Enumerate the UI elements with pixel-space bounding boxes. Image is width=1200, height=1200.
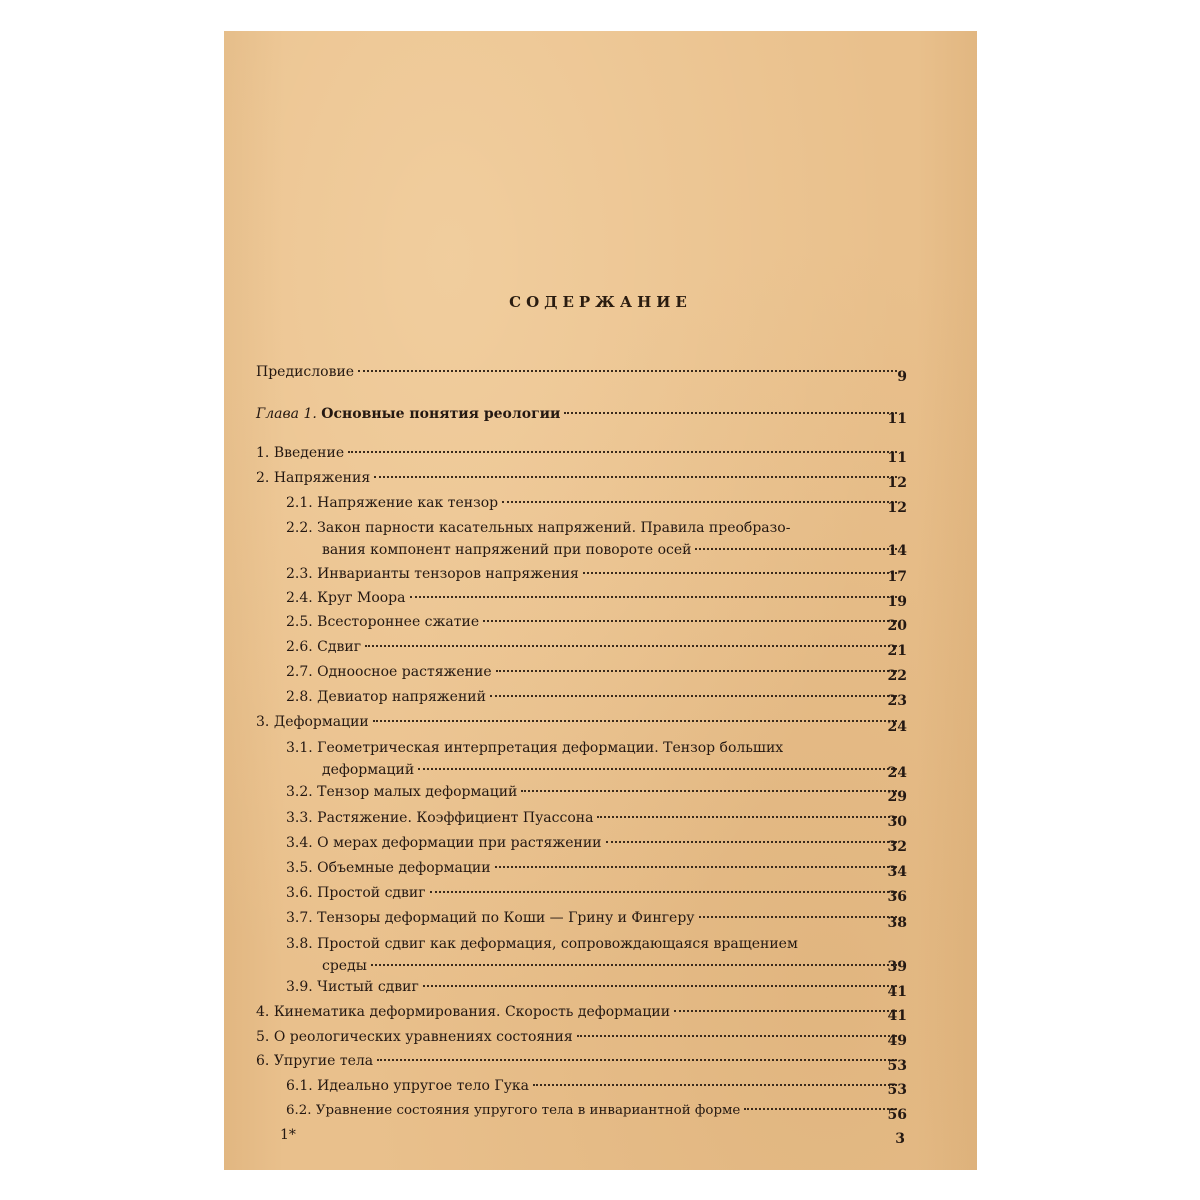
dot-leader (495, 865, 897, 868)
dot-leader (418, 767, 897, 770)
toc-entry-subsection: 3.6. Простой сдвиг (286, 882, 907, 904)
dot-leader (674, 1009, 897, 1012)
dot-leader (577, 1034, 897, 1037)
dot-leader (606, 840, 898, 843)
page-ref: 11 (887, 450, 907, 466)
page-ref: 24 (887, 765, 907, 781)
toc-entry-subsection: 2.8. Девиатор напряжений (286, 686, 907, 708)
toc-entry-subsection: 6.1. Идеально упругое тело Гука (286, 1075, 907, 1097)
page-ref: 11 (887, 411, 907, 427)
dot-leader (373, 719, 897, 722)
page-ref: 41 (887, 984, 907, 1000)
dot-leader (423, 984, 897, 987)
dot-leader (377, 1058, 897, 1061)
book-page (224, 31, 977, 1170)
toc-entry-subsection: 3.7. Тензоры деформаций по Коши — Грину и Фингеру (286, 907, 907, 929)
page-ref: 12 (887, 500, 907, 516)
dot-leader (496, 669, 897, 672)
dot-leader (597, 815, 897, 818)
toc-entry-subsection: 2.6. Сдвиг (286, 636, 907, 658)
toc-entry-subsection: 3.9. Чистый сдвиг (286, 976, 907, 998)
dot-leader (583, 571, 897, 574)
page-ref: 14 (887, 543, 907, 559)
dot-leader (502, 500, 897, 503)
dot-leader (490, 694, 897, 697)
page-ref: 36 (887, 889, 907, 905)
page-ref: 41 (887, 1008, 907, 1024)
page-ref: 22 (887, 668, 907, 684)
page-ref: 32 (887, 839, 907, 855)
toc-entry-subsection: 6.2. Уравнение состояния упругого тела в инвариантной форме (286, 1100, 907, 1122)
toc-entry-subsection: 3.8. Простой сдвиг как деформация, сопровождающаяся вращением среды (286, 933, 907, 977)
page-ref: 53 (887, 1058, 907, 1074)
page-ref: 23 (887, 693, 907, 709)
dot-leader (483, 619, 897, 622)
toc-entry-subsection: 3.3. Растяжение. Коэффициент Пуассона (286, 807, 907, 829)
toc-entry-subsection: 3.2. Тензор малых деформаций (286, 781, 907, 803)
toc-entry-section: 6. Упругие тела (256, 1050, 907, 1072)
toc-entry-section: 4. Кинематика деформирования. Скорость деформации (256, 1001, 907, 1023)
page-ref: 19 (887, 594, 907, 610)
page-ref: 17 (887, 569, 907, 585)
toc-entry-subsection: 2.7. Одноосное растяжение (286, 661, 907, 683)
page-ref: 56 (887, 1107, 907, 1123)
signature-mark: 1* (280, 1127, 296, 1143)
page-ref: 39 (887, 959, 907, 975)
dot-leader (371, 963, 897, 966)
page-number: 3 (895, 1131, 905, 1147)
page-ref: 12 (887, 475, 907, 491)
dot-leader (365, 644, 897, 647)
dot-leader (348, 450, 897, 453)
dot-leader (533, 1083, 897, 1086)
toc-entry-subsection: 3.4. О мерах деформации при растяжении (286, 832, 907, 854)
page-ref: 20 (887, 618, 907, 634)
dot-leader (430, 890, 897, 893)
toc-title: СОДЕРЖАНИЕ (509, 293, 692, 311)
toc-entry-section: 2. Напряжения (256, 467, 907, 489)
dot-leader (564, 411, 897, 414)
toc-entry-preface: Предисловие (256, 361, 907, 383)
toc-entry-section: 3. Деформации (256, 711, 907, 733)
dot-leader (374, 475, 897, 478)
dot-leader (358, 369, 897, 372)
page-ref: 24 (887, 719, 907, 735)
toc-entry-chapter-1: Глава 1. Основные понятия реологии (256, 403, 907, 425)
page-ref: 29 (887, 789, 907, 805)
toc-entry-subsection: 3.5. Объемные деформации (286, 857, 907, 879)
page-ref: 34 (887, 864, 907, 880)
toc-entry-subsection: 3.1. Геометрическая интерпретация деформации. Тензор больших деформаций (286, 737, 907, 781)
dot-leader (410, 595, 898, 598)
toc-entry-subsection: 2.3. Инварианты тензоров напряжения (286, 563, 907, 585)
toc-entry-section: 5. О реологических уравнениях состояния (256, 1026, 907, 1048)
page-ref: 38 (887, 915, 907, 931)
page-ref: 49 (887, 1033, 907, 1049)
toc-entry-subsection: 2.1. Напряжение как тензор (286, 492, 907, 514)
toc-entry-subsection: 2.2. Закон парности касательных напряжений. Правила преобразо- вания компонент напряжений при повороте осей (286, 517, 907, 561)
page-ref: 9 (897, 369, 907, 385)
toc-entry-subsection: 2.5. Всестороннее сжатие (286, 611, 907, 633)
page-ref: 30 (887, 814, 907, 830)
toc-entry-section: 1. Введение (256, 442, 907, 464)
page-ref: 21 (887, 643, 907, 659)
page-ref: 53 (887, 1082, 907, 1098)
toc-entry-subsection: 2.4. Круг Моора (286, 587, 907, 609)
dot-leader (521, 789, 897, 792)
